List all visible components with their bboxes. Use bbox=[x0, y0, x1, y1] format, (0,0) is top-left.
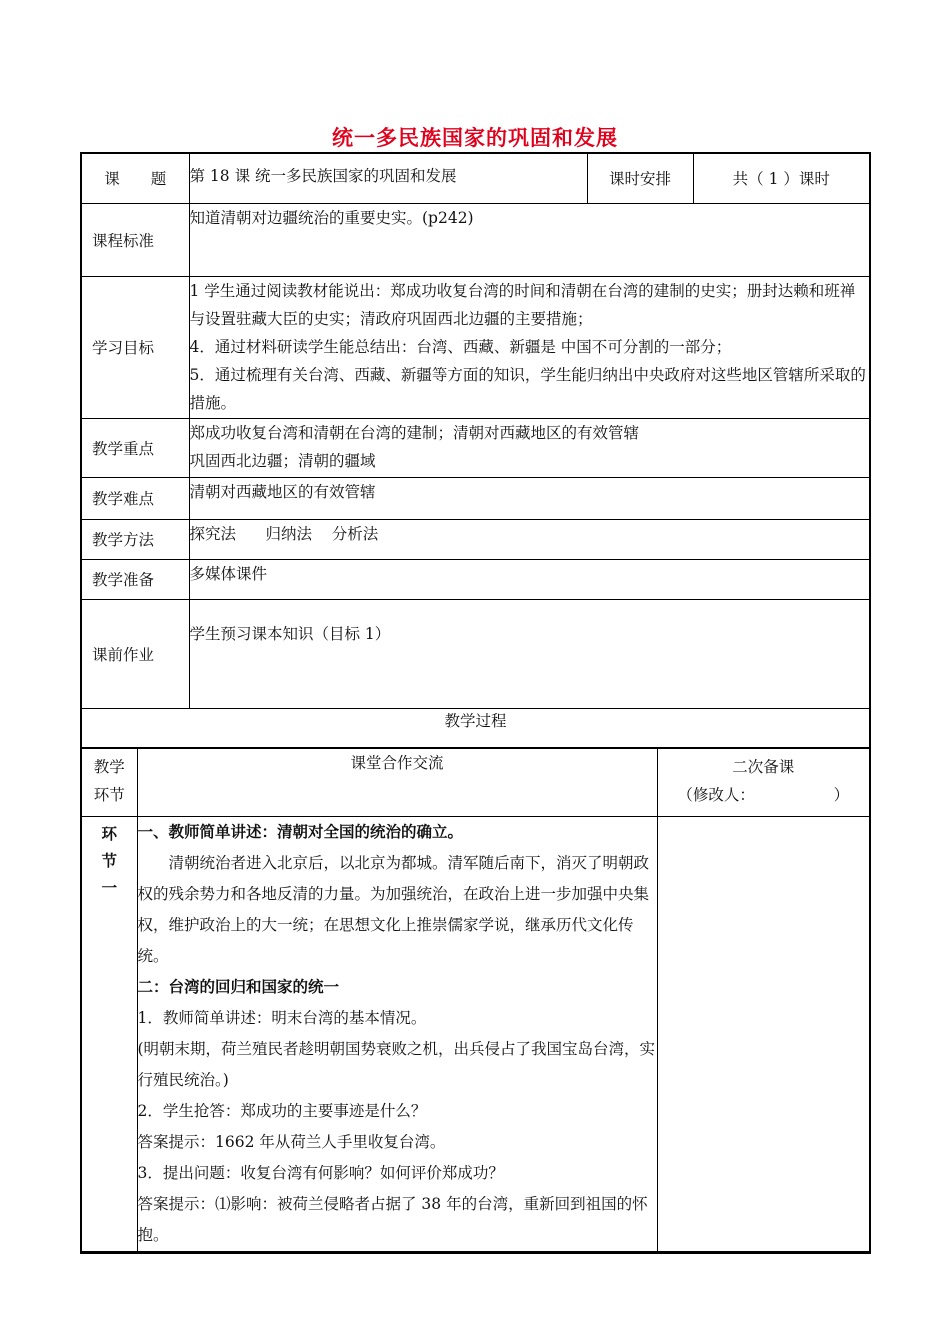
row-text: 4．通过材料研读学生能总结出：台湾、西藏、新疆是 中国不可分割的一部分； bbox=[189, 337, 732, 356]
reviser-field: （修改人： ） bbox=[677, 785, 850, 804]
list-item: 答案提示：1662 年从荷兰人手里收复台湾。 bbox=[137, 1132, 446, 1151]
row-text: 5．通过梳理有关台湾、西藏、新疆等方面的知识，学生能归纳出中央政府对这些地区管辖所采取的措施。 bbox=[189, 365, 866, 412]
row-methods bbox=[81, 519, 870, 559]
hours-value: 共（ 1 ）课时 bbox=[693, 153, 870, 203]
row-key-points bbox=[81, 418, 870, 477]
revision-col-label: 二次备课 bbox=[732, 757, 795, 776]
row-label: 课程标准 bbox=[81, 203, 189, 276]
list-item: 答案提示：⑴影响：被荷兰侵略者占据了 38 年的台湾，重新回到祖国的怀抱。 bbox=[137, 1194, 648, 1244]
row-difficulties bbox=[81, 477, 870, 519]
section-heading: 二：台湾的回归和国家的统一 bbox=[137, 977, 340, 996]
row-text: 1 学生通过阅读教材能说出：郑成功收复台湾的时间和清朝在台湾的建制的史实；册封达赖和班禅与设置驻藏大臣的史实；清政府巩固西北边疆的主要措施； bbox=[189, 281, 856, 328]
row-learning-objectives bbox=[81, 276, 870, 418]
process-table bbox=[82, 748, 869, 1252]
stage-char: 环 bbox=[101, 824, 117, 843]
list-item: 1．教师简单讲述：明末台湾的基本情况。 bbox=[137, 1008, 427, 1027]
stage-one-row bbox=[82, 816, 869, 1251]
row-label: 课前作业 bbox=[81, 599, 189, 708]
row-label: 教学难点 bbox=[81, 477, 189, 519]
section-heading: 一、教师简单讲述：清朝对全国的统治的确立。 bbox=[137, 822, 464, 841]
row-label: 教学方法 bbox=[81, 519, 189, 559]
list-item: 3．提出问题：收复台湾有何影响？如何评价郑成功？ bbox=[137, 1163, 504, 1182]
teaching-process-title: 教学过程 bbox=[81, 708, 870, 747]
revision-notes-cell bbox=[657, 816, 869, 1251]
topic-row bbox=[81, 153, 870, 203]
list-item: (明朝末期，荷兰殖民者趁明朝国势衰败之机，出兵侵占了我国宝岛台湾，实行殖民统治。) bbox=[137, 1039, 656, 1089]
lesson-plan-sheet bbox=[80, 152, 869, 1254]
row-label: 教学重点 bbox=[81, 418, 189, 477]
topic-value: 第 18 课 统一多民族国家的巩固和发展 bbox=[189, 153, 587, 203]
row-label: 教学准备 bbox=[81, 559, 189, 599]
stage-col-label: 环节 bbox=[93, 785, 125, 804]
paragraph: 清朝统治者进入北京后，以北京为都城。清军随后南下，消灭了明朝政权的残余势力和各地反清的力量。为加强统治，在政治上进一步加强中央集权，维护政治上的大一统；在思想文化上推崇儒家学说，继承历代文化传统。 bbox=[137, 853, 650, 965]
row-curriculum-standard bbox=[81, 203, 870, 276]
row-preparation bbox=[81, 559, 870, 599]
row-text: 探究法 归纳法 分析法 bbox=[189, 524, 379, 543]
stage-char: 一 bbox=[101, 878, 117, 897]
row-label: 学习目标 bbox=[81, 276, 189, 418]
stage-char: 节 bbox=[101, 851, 117, 870]
row-text: 郑成功收复台湾和清朝在台湾的建制；清朝对西藏地区的有效管辖 bbox=[189, 423, 640, 442]
row-text: 多媒体课件 bbox=[189, 564, 268, 583]
row-homework bbox=[81, 599, 870, 708]
row-text: 清朝对西藏地区的有效管辖 bbox=[189, 482, 376, 501]
row-text: 巩固西北边疆；清朝的疆域 bbox=[189, 451, 376, 470]
row-text: 学生预习课本知识（目标 1） bbox=[189, 624, 391, 643]
row-text: 知道清朝对边疆统治的重要史实。(p242) bbox=[189, 208, 474, 227]
process-header-row bbox=[82, 748, 869, 816]
hours-label: 课时安排 bbox=[587, 153, 693, 203]
process-body-row bbox=[81, 747, 870, 1253]
lesson-plan-table bbox=[80, 152, 871, 1254]
teaching-process-row bbox=[81, 708, 870, 747]
activity-col-label: 课堂合作交流 bbox=[137, 748, 657, 816]
list-item: 2．学生抢答：郑成功的主要事迹是什么？ bbox=[137, 1101, 427, 1120]
page-title: 统一多民族国家的巩固和发展 bbox=[332, 126, 618, 150]
topic-label: 课 题 bbox=[81, 153, 189, 203]
stage-col-label: 教学 bbox=[93, 757, 125, 776]
